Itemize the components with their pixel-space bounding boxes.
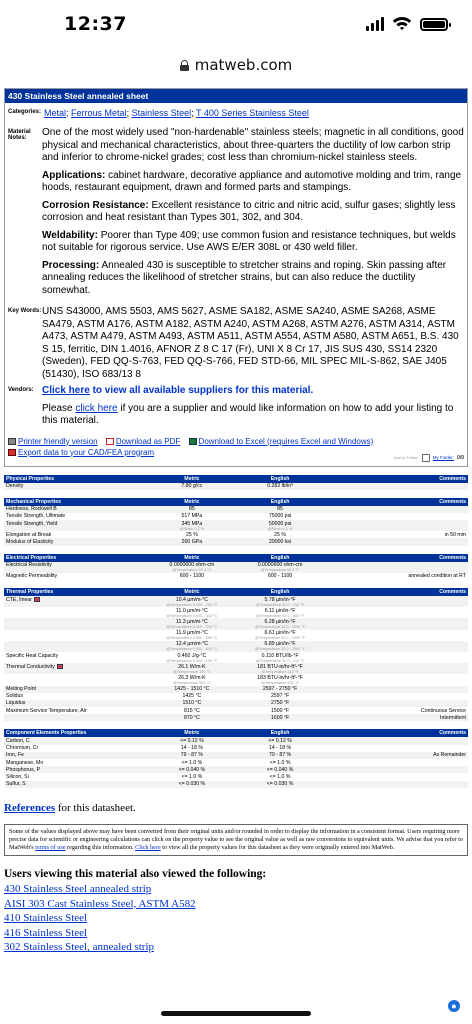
property-value[interactable]: 2597 °F [236,693,324,700]
table-header: Comments [324,588,468,596]
property-value[interactable]: 600 - 1100 [148,573,236,580]
property-value[interactable]: 0.282 lb/in³ [236,483,324,490]
property-value[interactable]: <= 1.0 % [236,759,324,766]
property-value[interactable]: 85 [236,506,324,513]
chart-icon[interactable] [57,664,63,669]
keywords-text: UNS S43000, AMS 5503, AMS 5627, ASME SA182, ASME SA240, ASME SA268, ASME SA479, ASTM A176, ASTM A182, ASTM A240, ASTM A268, ASTM A276, ASTM A314, ASTM A473, ASTM A479, ASTM A493, ASTM A511, ASTM A554, ASTM A580, ASTM A651, B.S. 430 S 15, ferritic, DIN 1.4016, AFNOR Z 8 C 17 (Fr), UNI X 8 Cr 17, JIS SUS 430, SS14 2320 (Sweden), FED QQ-S-763, FED QQ-S-766, FED STD-66, MIL SPEC MIL-S-862, SAE J405 (51430), ISO 683/13 8 [42,306,459,380]
property-value[interactable]: 25 % [236,531,324,538]
table-row [4,596,468,607]
property-tables [4,475,468,788]
property-value[interactable]: 6.28 µin/in-°F @Temperature 32.0 - 1000 °F [236,618,324,629]
table-row [4,618,468,629]
property-name: CTE, linear [4,596,148,607]
property-value[interactable]: 11.0 µm/m-°C @Temperature 0.000 - 316 °C [148,607,236,618]
property-comment [324,520,468,531]
property-value[interactable]: <= 1.0 % [148,773,236,780]
property-comment [324,596,468,607]
category-link-ferrous[interactable]: Ferrous Metal [71,108,127,118]
condition-text: @Temperature 0.000 - 540 °C [166,624,218,629]
property-comment [324,700,468,707]
table-row [4,513,468,520]
table-header: Metric [148,554,236,562]
export-cad-link[interactable]: Export data to your CAD/FEA program [8,448,154,457]
url-text: matweb.com [194,56,293,74]
also-viewed-link[interactable]: AISI 303 Cast Stainless Steel, ASTM A582 [4,897,196,910]
url-bar[interactable] [0,48,472,82]
property-value[interactable]: 1600 °F [236,714,324,721]
table-row [4,573,468,580]
property-name: Hardness, Rockwell B [4,506,148,513]
condition-text: @Temperature 68.0 °F [260,568,300,573]
property-name: Manganese, Mn [4,759,148,766]
table-header: Comments [324,498,468,506]
property-comment [324,506,468,513]
property-value[interactable]: 6.11 µin/in-°F @Temperature 32.0 - 600 °F [236,607,324,618]
property-value[interactable]: 11.3 µm/m-°C @Temperature 0.000 - 540 °C [148,618,236,629]
condition-text: @Temperature 0.000 - 815 °C [166,647,218,652]
my-folder-link[interactable]: My Folder: [432,455,455,460]
property-value[interactable]: 14 - 18 % [236,745,324,752]
property-comment [324,652,468,663]
references-link[interactable]: References [4,801,56,814]
condition-text: @Temperature 32.0 - 1000 °F [254,624,306,629]
property-name: Maximum Service Temperature, Air [4,707,148,714]
property-name: Solidus [4,693,148,700]
table-header: Metric [148,729,236,737]
table-row [4,652,468,663]
table-row [4,663,468,674]
material-notes-row [8,127,464,302]
condition-text: @Temperature 0.000 - 100 °C [166,658,218,663]
property-value[interactable]: 29000 ksi [236,538,324,545]
table-row [4,630,468,641]
property-value[interactable]: 0.0000600 ohm-cm @Temperature 68.0 °F [236,562,324,573]
property-value[interactable]: 79 - 87 % [148,752,236,759]
printer-icon [8,438,16,445]
property-name: Melting Point [4,686,148,693]
property-comment [324,663,468,674]
add-to-folder-checkbox[interactable] [422,454,430,462]
folder-count: 0/0 [457,454,464,461]
property-comment: in 50 mm [324,531,468,538]
property-comment: As Remainder [324,752,468,759]
property-name: Silicon, Si [4,773,148,780]
property-name: Liquidus [4,700,148,707]
table-row [4,607,468,618]
condition-text: @Temperature 212 °F [261,669,299,674]
property-name: Elongation at Break [4,531,148,538]
property-value[interactable]: 345 MPa @Strain 0.2 % [148,520,236,531]
condition-text: @Temperature 0.000 - 316 °C [166,613,218,618]
property-table [4,498,468,546]
condition-text: @Strain 0.2 % [267,526,293,531]
property-comment [324,686,468,693]
cellular-signal-icon [366,17,384,31]
property-name: Density [4,483,148,490]
property-value[interactable]: <= 0.12 % [148,737,236,744]
table-header: Comments [324,475,468,483]
condition-text: @Temperature 100 °C [172,669,211,674]
condition-text: @Temperature 32.0 - 212 °F [255,658,305,663]
property-value[interactable]: 1425 °C [148,693,236,700]
cad-export-icon [8,449,16,456]
also-viewed-link[interactable]: 302 Stainless Steel, annealed strip [4,941,154,954]
property-name [4,607,148,618]
property-comment [324,641,468,652]
property-table [4,554,468,580]
table-header: English [236,554,324,562]
property-value[interactable]: <= 1.0 % [148,759,236,766]
property-value[interactable]: <= 0.030 % [236,781,324,788]
condition-text: @Temperature 32.0 - 1500 °F [254,647,306,652]
supplier-info-text: Please click here if you are a supplier and would like information on how to add your listing to this material. [42,402,454,426]
table-header: Thermal Properties [4,588,148,596]
property-name: Carbon, C [4,737,148,744]
table-row [4,752,468,759]
property-name: Electrical Resistivity [4,562,148,573]
category-link-t400[interactable]: T 400 Series Stainless Steel [195,108,309,118]
table-row [4,686,468,693]
property-value[interactable]: 12.4 µm/m-°C @Temperature 0.000 - 815 °C [148,641,236,652]
property-comment [324,693,468,700]
table-row [4,641,468,652]
category-link-stainless[interactable]: Stainless Steel [131,108,192,118]
property-name: Tensile Strength, Yield [4,520,148,531]
table-header: English [236,475,324,483]
download-excel-link[interactable]: Download to Excel (requires Excel and Windows) [189,437,374,446]
also-viewed-section [4,868,468,955]
condition-text: @Temperature 0.000 - 100 °C [166,602,218,607]
property-comment [324,674,468,685]
pdf-icon [106,438,114,445]
property-value[interactable]: <= 0.030 % [148,781,236,788]
supplier-click-here-link[interactable]: click here [75,402,118,414]
table-row [4,707,468,714]
condition-text: @Temperature 32.0 - 600 °F [255,613,305,618]
property-value[interactable]: 5.78 µin/in-°F @Temperature 32.0 - 212 °F [236,596,324,607]
table-row [4,506,468,513]
disclaimer-box: Some of the values displayed above may have been converted from their original units and/or rounded in order to display the information in a consistent format. Users requiring more precise data for scientific or engineering calculations can click on the property value to see the original value as well as raw conversions to equivalent units. We advise that you refer to MatWeb's terms of use regarding this information. Click here to view all the property values for this datasheet as they were originally entered into MatWeb. [4,824,468,857]
table-row [4,781,468,788]
property-value[interactable]: 815 °C [148,707,236,714]
property-value[interactable]: <= 0.040 % [148,766,236,773]
table-row [4,531,468,538]
download-pdf-link[interactable]: Download as PDF [106,437,180,446]
property-comment [324,607,468,618]
property-value[interactable]: 79 - 87 % [236,752,324,759]
condition-text: @Temperature 0.000 - 650 °C [166,636,218,641]
table-row [4,700,468,707]
property-value[interactable]: 181 BTU-in/hr-ft²-°F @Temperature 212 °F [236,663,324,674]
table-header: Metric [148,498,236,506]
keywords-label: Key Words: [8,308,42,314]
property-value[interactable]: 870 °C [148,714,236,721]
property-value[interactable]: 6.61 µin/in-°F @Temperature 32.0 - 1200 °F [236,630,324,641]
property-name: Sulfur, S [4,781,148,788]
property-name: Modulus of Elasticity [4,538,148,545]
property-name: Phosphorus, P [4,766,148,773]
property-value[interactable]: 2597 - 2750 °F [236,686,324,693]
notes-processing: Processing: Annealed 430 is susceptible to stretcher strains and roping. Skin passing after annealing reduces the likelihood of stretcher strains, but can also reduce the ductility somewhat. [42,259,447,296]
property-comment [324,630,468,641]
notes-applications: Applications: cabinet hardware, decorative appliance and automotive molding and trim, range hoods, restaurant equipment, drawn and formed parts and stampings. [42,169,462,193]
references-line: References for this datasheet. [4,801,136,814]
table-row [4,520,468,531]
table-header: Mechanical Properties [4,498,148,506]
table-header: English [236,729,324,737]
also-viewed-title: Users viewing this material also viewed the following: [4,868,267,881]
status-bar [0,0,472,48]
table-header: Component Elements Properties [4,729,148,737]
condition-text: @Temperature 932 °F [261,680,299,685]
notes-intro: One of the most widely used "non-hardenable" stainless steels; magnetic in all conditions, good physical and mechanical characteristics, about three-quarters the ductility of low carbon strip and inferior to chrome-nickel grades; cost less than chromium-nickel stainless steels. [42,127,464,163]
property-value[interactable]: 14 - 18 % [148,745,236,752]
material-panel [4,88,468,467]
property-value[interactable]: 6.89 µin/in-°F @Temperature 32.0 - 1500 °F [236,641,324,652]
property-value[interactable]: 26.3 W/m-K @Temperature 500 °C [148,674,236,685]
table-header: English [236,588,324,596]
property-name [4,630,148,641]
property-value[interactable]: 517 MPa [148,513,236,520]
accessibility-icon[interactable]: ● [448,1000,460,1012]
page-content [0,82,472,955]
table-header: Metric [148,475,236,483]
property-value[interactable]: <= 0.040 % [236,766,324,773]
also-viewed-link[interactable]: 410 Stainless Steel [4,912,88,925]
property-comment: Continuous Service [324,707,468,714]
category-link-metal[interactable]: Metal [44,108,67,118]
property-comment [324,483,468,490]
property-comment [324,766,468,773]
excel-icon [189,438,197,445]
property-name [4,618,148,629]
property-comment [324,773,468,780]
property-name: Magnetic Permeability [4,573,148,580]
property-value[interactable]: 200 GPa [148,538,236,545]
property-name [4,641,148,652]
table-row [4,674,468,685]
property-comment [324,759,468,766]
material-title: 430 Stainless Steel annealed sheet [5,89,467,103]
view-suppliers-link[interactable]: Click here [42,385,90,396]
property-name: Specific Heat Capacity [4,652,148,663]
chart-icon[interactable] [34,597,40,602]
table-header: Electrical Properties [4,554,148,562]
property-value[interactable]: 50000 psi @Strain 0.2 % [236,520,324,531]
table-header: Comments [324,729,468,737]
property-value[interactable]: 2750 °F [236,700,324,707]
property-value[interactable]: 0.0000600 ohm-cm @Temperature 20.0 °C [148,562,236,573]
printer-friendly-link[interactable]: Printer friendly version [8,437,98,446]
terms-of-use-link[interactable]: terms of use [35,844,66,852]
property-table [4,475,468,490]
wifi-icon [392,17,412,31]
add-to-folder-label: Add to Folder: [393,455,419,460]
property-comment: annealed condition at RT [324,573,468,580]
categories-row: Categories: Metal; Ferrous Metal; Stainless Steel; T 400 Series Stainless Steel [8,108,309,118]
property-name: Tensile Strength, Ultimate [4,513,148,520]
property-value[interactable]: 600 - 1100 [236,573,324,580]
property-value[interactable]: 1425 - 1510 °C [148,686,236,693]
table-header: Metric [148,588,236,596]
property-comment [324,745,468,752]
property-comment [324,781,468,788]
property-comment [324,737,468,744]
lock-icon [180,60,189,71]
battery-icon [420,18,448,31]
property-value[interactable]: 7.80 g/cc [148,483,236,490]
property-comment [324,562,468,573]
property-value[interactable]: 25 % [148,531,236,538]
home-indicator[interactable] [161,1011,311,1016]
property-comment [324,513,468,520]
also-viewed-link[interactable]: 430 Stainless Steel annealed strip [4,883,152,896]
property-value[interactable]: 0.460 J/g-°C @Temperature 0.000 - 100 °C [148,652,236,663]
view-original-values-link[interactable]: Click here [135,844,161,852]
table-row [4,538,468,545]
property-value[interactable]: 1500 °F [236,707,324,714]
property-name: Thermal Conductivity [4,663,148,674]
table-row [4,766,468,773]
notes-weldability: Weldability: Poorer than Type 409; use common fusion and resistance techniques, but welds not suitable for rigorous service. Use AWS E/ER 308L or 430 weld filler. [42,229,456,253]
categories-label: Categories: [8,109,42,115]
notes-corrosion: Corrosion Resistance: Excellent resistance to citric and nitric acid, sulfur gases; slightly less corrosion and heat resistant than Types 301, 302, and 304. [42,199,456,223]
property-name: Iron, Fe [4,752,148,759]
notes-label: Material Notes: [8,129,31,141]
condition-text: @Temperature 32.0 - 1200 °F [254,636,306,641]
table-row [4,737,468,744]
property-value[interactable]: 1510 °C [148,700,236,707]
table-row [4,693,468,700]
property-name [4,714,148,721]
property-value[interactable]: 26.1 W/m-K @Temperature 100 °C [148,663,236,674]
property-comment [324,538,468,545]
status-time: 12:37 [64,13,127,35]
condition-text: @Temperature 500 °C [172,680,211,685]
table-header: Physical Properties [4,475,148,483]
condition-text: @Strain 0.2 % [179,526,205,531]
property-comment [324,618,468,629]
table-row [4,773,468,780]
property-value[interactable]: 183 BTU-in/hr-ft²-°F @Temperature 932 °F [236,674,324,685]
table-row [4,759,468,766]
table-row [4,745,468,752]
vendors-label: Vendors: [8,387,34,393]
property-name: Chromium, Cr [4,745,148,752]
property-value[interactable]: 10.4 µm/m-°C @Temperature 0.000 - 100 °C [148,596,236,607]
property-value[interactable]: 75000 psi [236,513,324,520]
table-header: Comments [324,554,468,562]
vendors-row: Vendors: Click here to view all available suppliers for this material. Please click here if you are a supplier and would like information on how to add your listing to this material. [8,385,464,428]
keywords-row [8,306,464,381]
property-name [4,674,148,685]
table-row [4,562,468,573]
condition-text: @Temperature 20.0 °C [172,568,212,573]
property-value[interactable]: <= 1.0 % [236,773,324,780]
also-viewed-link[interactable]: 416 Stainless Steel [4,926,88,939]
table-row [4,483,468,490]
property-value[interactable]: 0.110 BTU/lb-°F @Temperature 32.0 - 212 °F [236,652,324,663]
table-header: English [236,498,324,506]
condition-text: @Temperature 32.0 - 212 °F [255,602,305,607]
table-row [4,714,468,721]
property-comment: Intermittent [324,714,468,721]
property-table [4,588,468,721]
property-value[interactable]: 85 [148,506,236,513]
property-value[interactable]: 11.9 µm/m-°C @Temperature 0.000 - 650 °C [148,630,236,641]
property-table [4,729,468,787]
property-value[interactable]: <= 0.12 % [236,737,324,744]
